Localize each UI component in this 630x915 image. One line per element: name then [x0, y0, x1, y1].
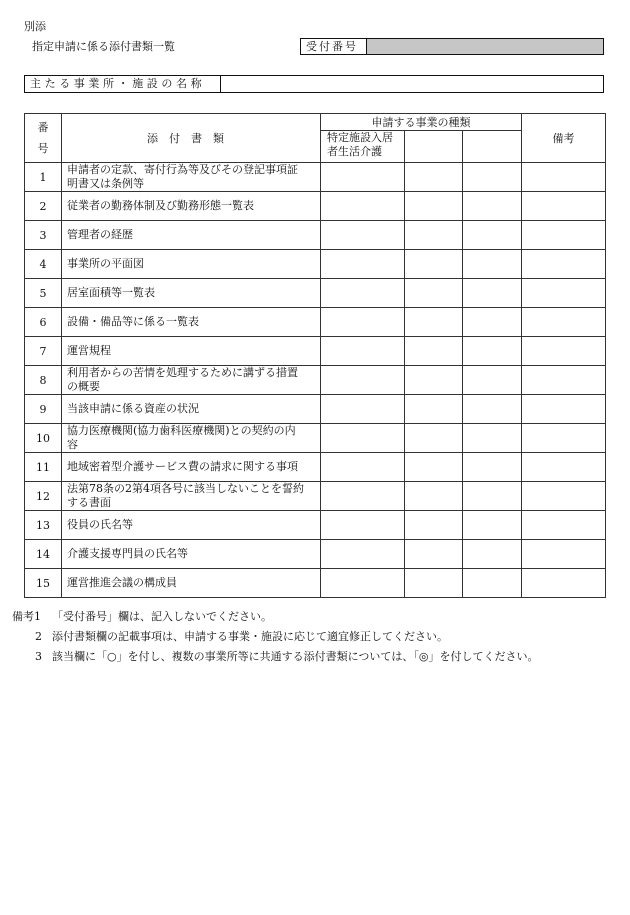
remarks-notes: [12, 607, 622, 667]
document-title: 指定申請に係る添付書類一覧: [32, 40, 175, 53]
service-2-cell[interactable]: [405, 511, 463, 540]
service-1-cell[interactable]: [321, 453, 405, 482]
table-row: [25, 250, 606, 279]
document-name: [62, 453, 321, 482]
document-name-line2: 容: [67, 438, 78, 451]
document-name: [62, 337, 321, 366]
service-1-cell[interactable]: [321, 250, 405, 279]
document-name-line1: 事業所の平面図: [67, 257, 144, 270]
row-number: 3: [25, 221, 62, 250]
table-row: [25, 511, 606, 540]
header-service-types: 申請する事業の種類: [321, 114, 522, 131]
header-service-2: [405, 131, 463, 163]
attachment-label: 別添: [24, 20, 46, 33]
remarks-cell[interactable]: [522, 511, 606, 540]
document-name-line1: 地域密着型介護サービス費の請求に関する事項: [67, 460, 298, 473]
table-row: [25, 540, 606, 569]
header-number-bottom: 号: [37, 142, 49, 155]
document-name-line1: 役員の氏名等: [67, 518, 133, 531]
note-item: [12, 607, 622, 627]
document-name-line1: 申請者の定款、寄付行為等及びその登記事項証: [67, 163, 298, 176]
document-name-line1: 運営推進会議の構成員: [67, 576, 177, 589]
document-name: [62, 221, 321, 250]
service-3-cell[interactable]: [463, 511, 522, 540]
service-2-cell[interactable]: [405, 163, 463, 192]
row-number: 4: [25, 250, 62, 279]
service-3-cell[interactable]: [463, 221, 522, 250]
row-number: 14: [25, 540, 62, 569]
service-3-cell[interactable]: [463, 366, 522, 395]
row-number: 13: [25, 511, 62, 540]
document-name-line1: 法第78条の2第4項各号に該当しないことを誓約: [67, 482, 304, 495]
note-text: 添付書類欄の記載事項は、申請する事業・施設に応じて適宜修正してください。: [52, 630, 448, 643]
service-1-cell[interactable]: [321, 511, 405, 540]
row-number: 6: [25, 308, 62, 337]
remarks-cell[interactable]: [522, 221, 606, 250]
document-name-line1: 運営規程: [67, 344, 111, 357]
document-name: [62, 366, 321, 395]
table-row: [25, 337, 606, 366]
service-1-cell[interactable]: [321, 163, 405, 192]
header-remarks: 備考: [522, 114, 606, 163]
note-number: 2: [35, 630, 42, 643]
table-row: [25, 192, 606, 221]
note-number: 3: [35, 650, 42, 663]
document-name: [62, 395, 321, 424]
service-3-cell[interactable]: [463, 569, 522, 598]
header-number: [25, 114, 62, 163]
service-3-cell[interactable]: [463, 308, 522, 337]
service-2-cell[interactable]: [405, 569, 463, 598]
remarks-cell[interactable]: [522, 482, 606, 511]
service-1-cell[interactable]: [321, 540, 405, 569]
remarks-cell[interactable]: [522, 540, 606, 569]
note-item: [12, 627, 622, 647]
service-2-cell[interactable]: [405, 395, 463, 424]
document-name: [62, 163, 321, 192]
service-2-cell[interactable]: [405, 453, 463, 482]
row-number: 1: [25, 163, 62, 192]
service-3-cell[interactable]: [463, 453, 522, 482]
row-number: 2: [25, 192, 62, 221]
document-name-line1: 利用者からの苦情を処理するために講ずる措置: [67, 366, 298, 379]
document-name: [62, 250, 321, 279]
document-name: [62, 569, 321, 598]
service-1-cell[interactable]: [321, 569, 405, 598]
note-number: 備考1: [12, 610, 41, 623]
document-name: [62, 540, 321, 569]
receipt-number-box: [300, 38, 604, 55]
service-2-cell[interactable]: [405, 308, 463, 337]
remarks-cell[interactable]: [522, 366, 606, 395]
remarks-cell[interactable]: [522, 163, 606, 192]
table-row: [25, 424, 606, 453]
header-service-1: [321, 131, 405, 163]
table-row: [25, 482, 606, 511]
row-number: 15: [25, 569, 62, 598]
remarks-cell[interactable]: [522, 453, 606, 482]
service-3-cell[interactable]: [463, 540, 522, 569]
service-1-cell[interactable]: [321, 482, 405, 511]
service-3-cell[interactable]: [463, 250, 522, 279]
document-name: [62, 279, 321, 308]
row-number: 8: [25, 366, 62, 395]
service-3-cell[interactable]: [463, 424, 522, 453]
document-name-line1: 居室面積等一覧表: [67, 286, 155, 299]
service-1-cell[interactable]: [321, 395, 405, 424]
document-name: [62, 308, 321, 337]
service-1-cell[interactable]: [321, 308, 405, 337]
service-1-cell[interactable]: [321, 221, 405, 250]
service-2-cell[interactable]: [405, 221, 463, 250]
service-2-cell[interactable]: [405, 279, 463, 308]
remarks-cell[interactable]: [522, 395, 606, 424]
header-service-3: [463, 131, 522, 163]
row-number: 7: [25, 337, 62, 366]
facility-name-box: [24, 75, 604, 93]
service-2-cell[interactable]: [405, 424, 463, 453]
service-3-cell[interactable]: [463, 279, 522, 308]
header-documents: 添付書類: [62, 114, 321, 163]
table-row: [25, 453, 606, 482]
service-3-cell[interactable]: [463, 482, 522, 511]
row-number: 5: [25, 279, 62, 308]
service-3-cell[interactable]: [463, 163, 522, 192]
note-item: [12, 647, 622, 667]
service-2-cell[interactable]: [405, 337, 463, 366]
document-name-line2: 明書又は条例等: [67, 177, 144, 190]
remarks-cell[interactable]: [522, 192, 606, 221]
service-2-cell[interactable]: [405, 250, 463, 279]
table-row: [25, 221, 606, 250]
table-body: [25, 163, 606, 598]
document-name-line1: 介護支援専門員の氏名等: [67, 547, 188, 560]
service-3-cell[interactable]: [463, 337, 522, 366]
service-1-cell[interactable]: [321, 192, 405, 221]
document-name: [62, 511, 321, 540]
receipt-number-label: 受付番号: [301, 39, 367, 54]
document-name-line2: する書面: [67, 496, 111, 509]
row-number: 10: [25, 424, 62, 453]
header-number-top: 番: [37, 121, 49, 134]
table-row: [25, 366, 606, 395]
header-service-1-line2: 者生活介護: [327, 145, 382, 158]
document-name-line2: の概要: [67, 380, 100, 393]
document-name-line1: 協力医療機関(協力歯科医療機関)との契約の内: [67, 424, 296, 437]
service-2-cell[interactable]: [405, 482, 463, 511]
note-text: 該当欄に「○」を付し、複数の事業所等に共通する添付書類については、「◎」を付してください。: [52, 650, 539, 663]
remarks-cell[interactable]: [522, 569, 606, 598]
document-name-line1: 設備・備品等に係る一覧表: [67, 315, 199, 328]
service-2-cell[interactable]: [405, 192, 463, 221]
facility-name-label: 主たる事業所・施設の名称: [25, 76, 221, 92]
service-3-cell[interactable]: [463, 192, 522, 221]
remarks-cell[interactable]: [522, 250, 606, 279]
attached-documents-table: [24, 113, 606, 598]
header-service-1-line1: 特定施設入居: [327, 131, 393, 144]
service-2-cell[interactable]: [405, 540, 463, 569]
facility-name-field[interactable]: [221, 76, 603, 92]
document-name: [62, 424, 321, 453]
document-name: [62, 192, 321, 221]
table-row: [25, 163, 606, 192]
row-number: 9: [25, 395, 62, 424]
document-name: [62, 482, 321, 511]
document-name-line1: 従業者の勤務体制及び勤務形態一覧表: [67, 199, 254, 212]
remarks-cell[interactable]: [522, 308, 606, 337]
service-1-cell[interactable]: [321, 337, 405, 366]
service-2-cell[interactable]: [405, 366, 463, 395]
document-name-line1: 管理者の経歴: [67, 228, 133, 241]
receipt-number-field: [367, 39, 603, 54]
row-number: 12: [25, 482, 62, 511]
service-3-cell[interactable]: [463, 395, 522, 424]
table-row: [25, 279, 606, 308]
remarks-cell[interactable]: [522, 424, 606, 453]
table-row: [25, 395, 606, 424]
service-1-cell[interactable]: [321, 279, 405, 308]
document-name-line1: 当該申請に係る資産の状況: [67, 402, 199, 415]
note-text: 「受付番号」欄は、記入しないでください。: [52, 610, 272, 623]
remarks-cell[interactable]: [522, 279, 606, 308]
table-row: [25, 569, 606, 598]
service-1-cell[interactable]: [321, 424, 405, 453]
remarks-cell[interactable]: [522, 337, 606, 366]
table-row: [25, 308, 606, 337]
row-number: 11: [25, 453, 62, 482]
service-1-cell[interactable]: [321, 366, 405, 395]
